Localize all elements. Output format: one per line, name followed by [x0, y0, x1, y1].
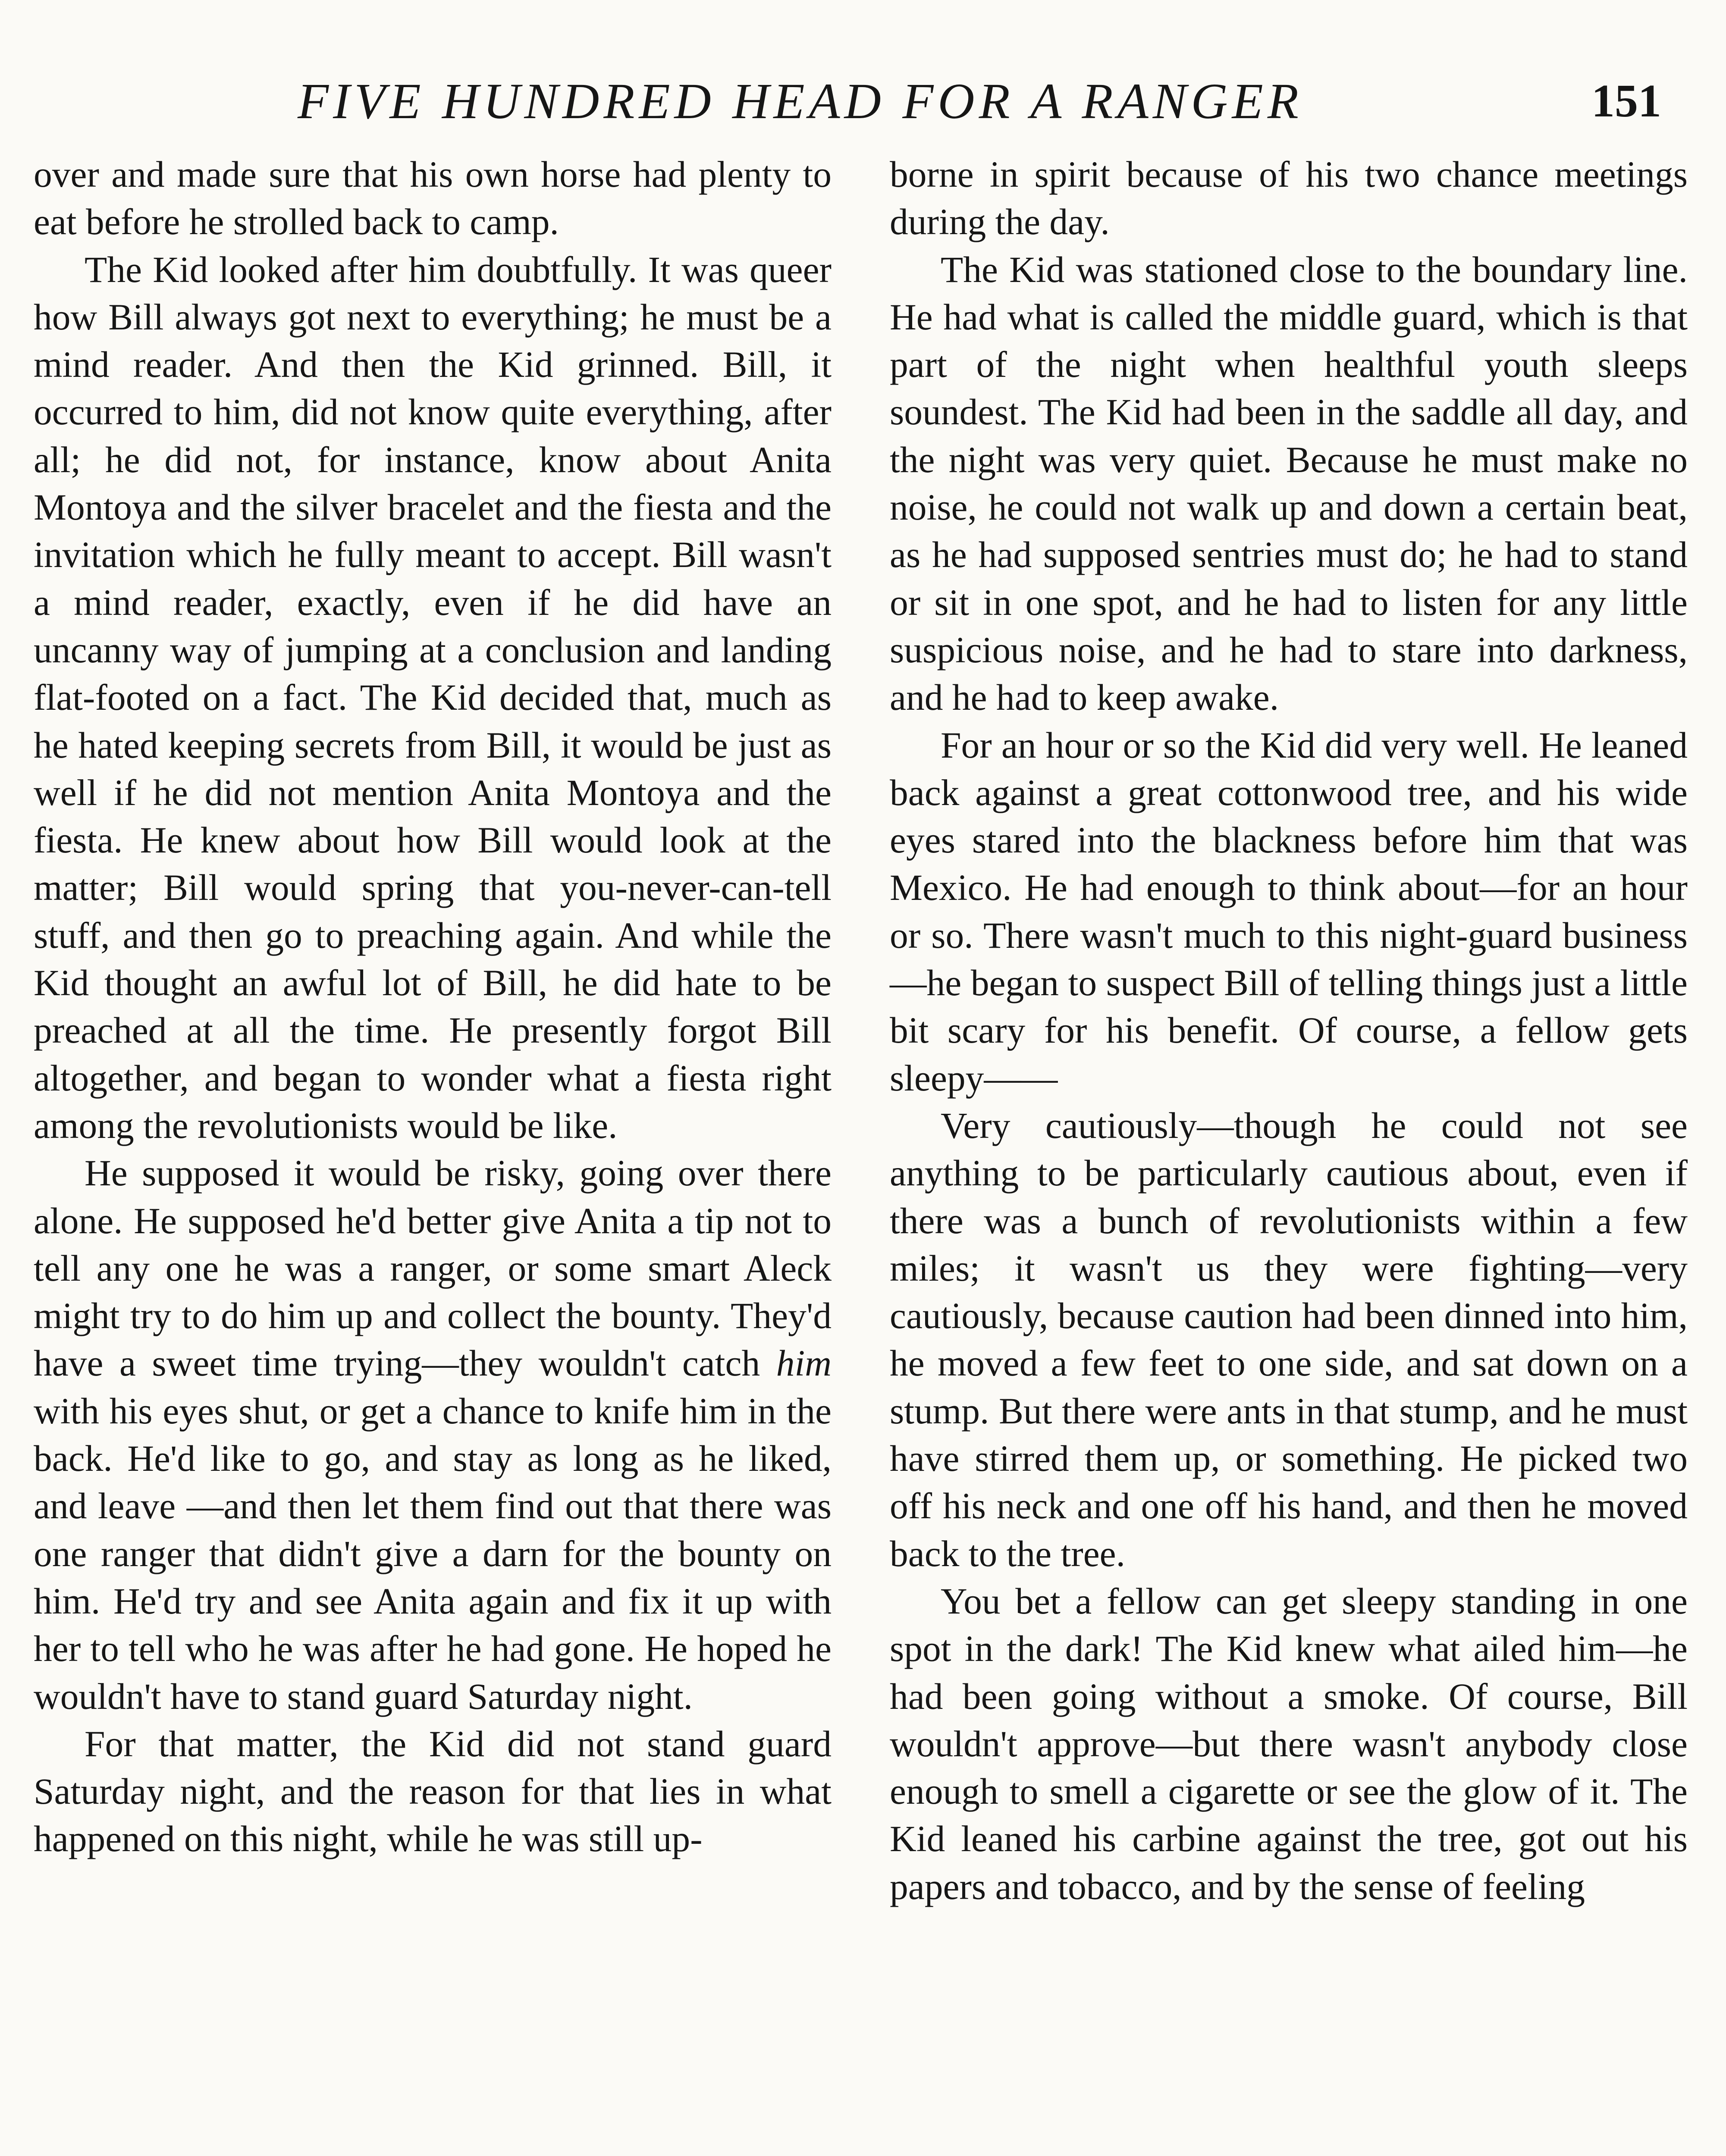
page-header [0, 60, 1726, 142]
paragraph: The Kid was stationed close to the boundary line. He had what is called the middle guard, which is that part of the night when healthful youth sleeps soundest. The Kid had been in the saddle all day, and the night was very quiet. Because he must make no noise, he could not walk up and down a certain beat, as he had supposed sentries must do; he had to stand or sit in one spot, and he had to listen for any little suspicious noise, and he had to stare into darkness, and he had to keep awake. [890, 249, 1688, 718]
paragraph: You bet a fellow can get sleepy standing in one spot in the dark! The Kid knew what ailed him—he had been going without a smoke. Of course, Bill wouldn't approve—but there wasn't anybody close enough to smell a cigarette or see the glow of it. The Kid leaned his carbine against the tree, got out his papers and tobacco, and by the sense of feeling [890, 1581, 1688, 1907]
paragraph: The Kid looked after him doubtfully. It was queer how Bill always got next to everything; he must be a mind reader. And then the Kid grinned. Bill, it occurred to him, did not know quite everything, after all; he did not, for instance, know about Anita Montoya and the silver bracelet and the fiesta and the invitation which he fully meant to accept. Bill wasn't a mind reader, exactly, even if he did have an uncanny way of jumping at a conclusion and landing flat-footed on a fact. The Kid decided that, much as he hated keeping secrets from Bill, it would be just as well if he did not mention Anita Montoya and the fiesta. He knew about how Bill would look at the matter; Bill would spring that you-never-can-tell stuff, and then go to preaching again. And while the Kid thought an awful lot of Bill, he did hate to be preached at all the time. He presently forgot Bill altogether, and began to wonder what a fiesta right among the revolutionists would be like. [34, 249, 832, 1146]
left-column [34, 151, 832, 1863]
paragraph-text: He supposed it would be risky, going over there alone. He supposed he'd better give Anita a tip not to tell any one he was a ranger, or some smart Aleck might try to do him up and collect the bounty. They'd have a sweet time trying—they wouldn't catch [34, 1153, 832, 1384]
italic-emphasis: him [776, 1343, 832, 1384]
paragraph: Very cautiously—though he could not see anything to be particularly cautious about, even if there was a bunch of revolutionists within a few miles; it wasn't us they were fighting—very cautiously, because caution had been dinned into him, he moved a few feet to one side, and sat down on a stump. But there were ants in that stump, and he must have stirred them up, or something. He picked two off his neck and one off his hand, and then he moved back to the tree. [890, 1105, 1688, 1574]
paragraph: borne in spirit because of his two chance meetings during the day. [890, 154, 1688, 243]
running-head: FIVE HUNDRED HEAD FOR A RANGER [298, 73, 1303, 129]
paragraph-text: with his eyes shut, or get a chance to knife him in the back. He'd like to go, and stay as long as he liked, and leave —and then let them find out that there was one ranger that didn't give a darn for the bounty on him. He'd try and see Anita again and fix it up with her to tell who he was after he had gone. He hoped he wouldn't have to stand guard Saturday night. [34, 1391, 832, 1717]
paragraph: For an hour or so the Kid did very well. He leaned back against a great cottonwood tree, and his wide eyes stared into the blackness before him that was Mexico. He had enough to think about—for an hour or so. There wasn't much to this night-guard business—he began to suspect Bill of telling things just a little bit scary for his benefit. Of course, a fellow gets sleepy—— [890, 725, 1688, 1099]
paragraph: For that matter, the Kid did not stand guard Saturday night, and the reason for that lies in what happened on this night, while he was still up- [34, 1724, 832, 1860]
page-number: 151 [1591, 75, 1661, 127]
paragraph: over and made sure that his own horse had plenty to eat before he strolled back to camp. [34, 154, 832, 243]
right-column [890, 151, 1688, 1911]
paragraph [34, 1150, 832, 1720]
